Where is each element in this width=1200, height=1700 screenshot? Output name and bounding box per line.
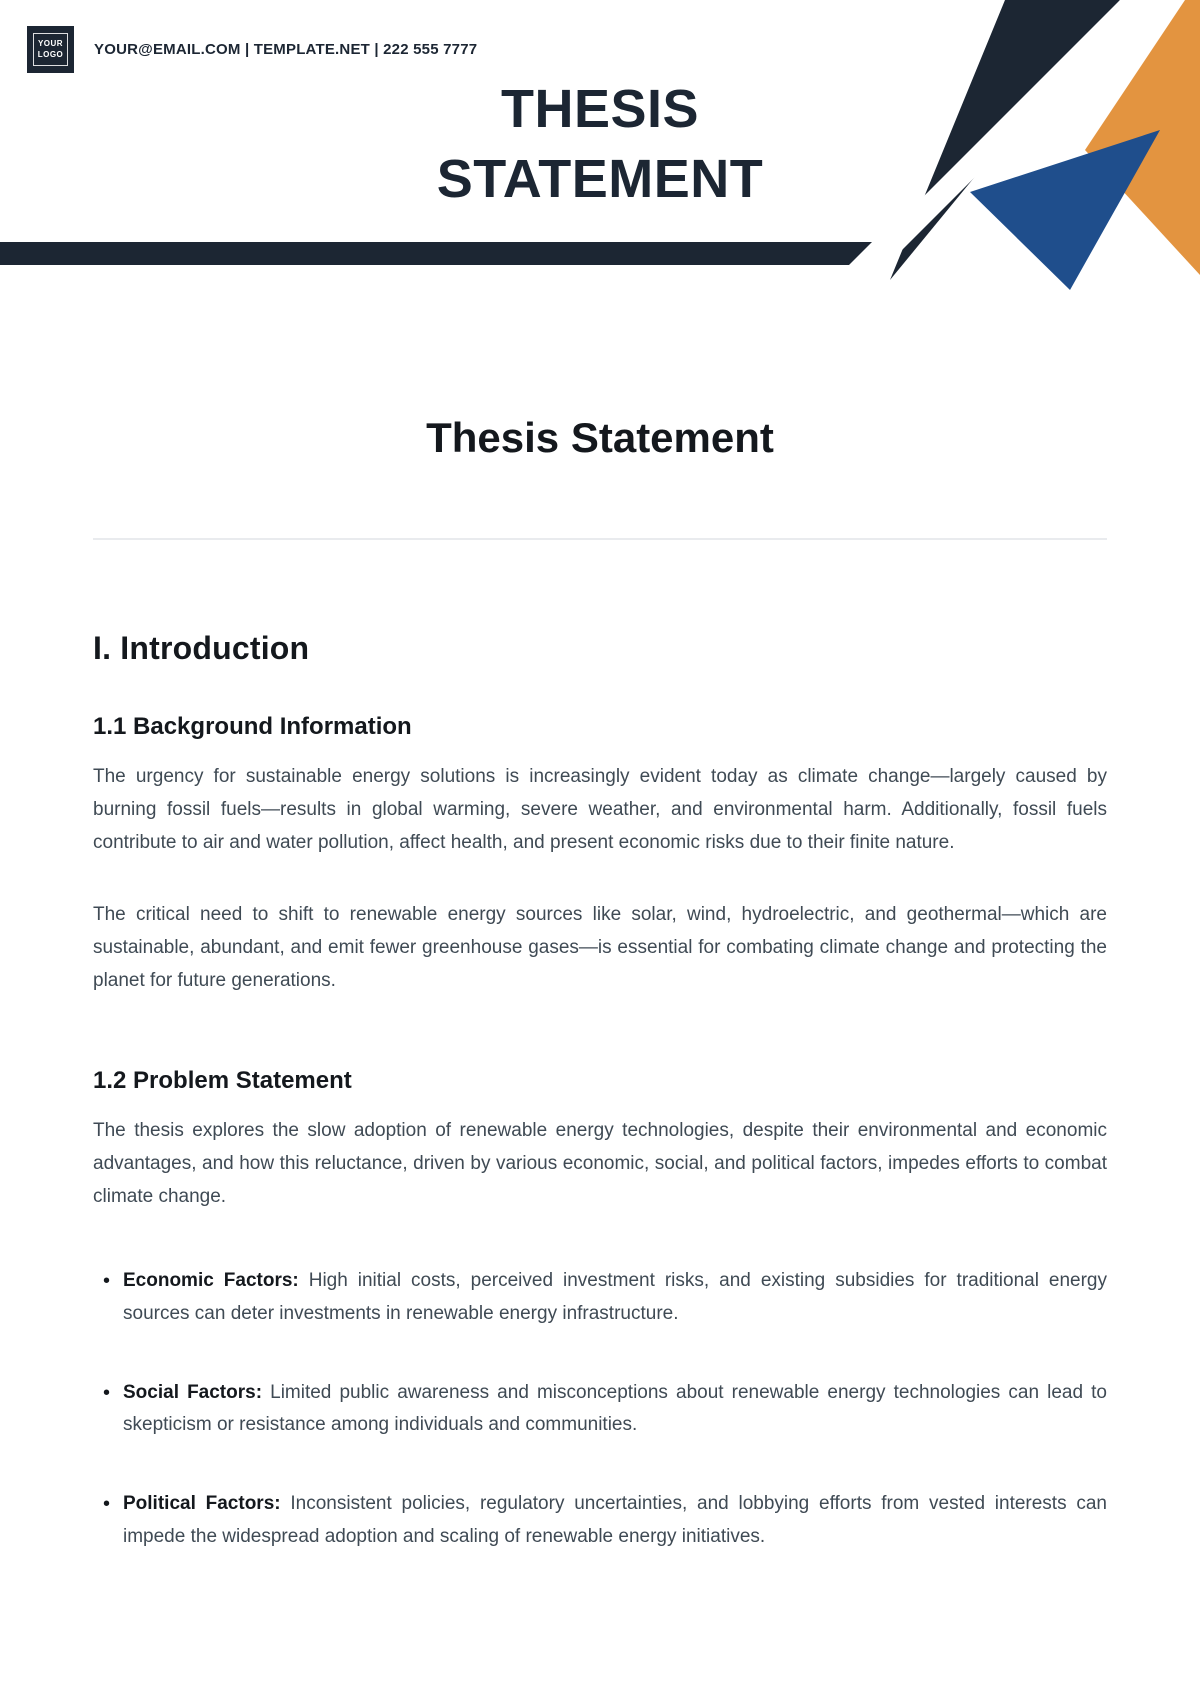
logo-line-2: LOGO: [37, 49, 64, 59]
subsection-heading-background-information: 1.1 Background Information: [93, 713, 412, 741]
bullet-icon: •: [103, 1493, 111, 1516]
logo-line-1: YOUR: [37, 39, 64, 49]
bullet-label: Economic Factors:: [123, 1270, 299, 1292]
bullet-body: Limited public awareness and misconceptions about renewable energy technologies can lead to skepticism or resistance among individuals and communities.: [123, 1381, 1107, 1436]
paragraph: The urgency for sustainable energy solutions is increasingly evident today as climate change—largely caused by burning fossil fuels—results in global warming, severe weather, and environmental harm. Additionally, fossil fuels contribute to air and water pollution, affect health, and present economic risks due to their finite nature.: [93, 766, 1107, 853]
bullet-body: High initial costs, perceived investment risks, and existing subsidies for traditional energy sources can deter investments in renewable energy infrastructure.: [123, 1270, 1107, 1325]
page-title: Thesis Statement: [426, 414, 774, 461]
paragraph: The thesis explores the slow adoption of renewable energy technologies, despite their environmental and economic advantages, and how this reluctance, driven by various economic, social, and political factors, impedes efforts to combat climate change.: [93, 1120, 1107, 1207]
decoration-blue-triangle: [970, 130, 1160, 290]
paragraph: The critical need to shift to renewable energy sources like solar, wind, hydroelectric, and geothermal—which are sustainable, abundant, and emit fewer greenhouse gases—is essential for combating climate change and protecting the planet for future generations.: [93, 904, 1107, 991]
subsection-heading-problem-statement: 1.2 Problem Statement: [93, 1067, 352, 1095]
list-item-social-factors: [93, 1377, 1107, 1442]
factor-bullet-list: [93, 1265, 1107, 1553]
logo: [27, 26, 74, 73]
bullet-icon: •: [103, 1381, 111, 1404]
header-title-line-2: STATEMENT: [436, 149, 764, 210]
bullet-label: Political Factors:: [123, 1493, 281, 1515]
header-title-line-1: THESIS: [500, 79, 700, 139]
header-contact-info: YOUR@EMAIL.COM | TEMPLATE.NET | 222 555 7777: [94, 41, 478, 58]
bullet-label: Social Factors:: [123, 1381, 263, 1403]
header-divider-bar: [0, 242, 872, 265]
list-item-political-factors: [93, 1488, 1107, 1553]
title-divider: [93, 538, 1107, 540]
list-item-economic-factors: [93, 1265, 1107, 1330]
logo-text: [33, 33, 69, 66]
section-heading-introduction: I. Introduction: [93, 630, 310, 667]
corner-decoration: [840, 0, 1200, 300]
bullet-icon: •: [103, 1270, 111, 1293]
document-content: [93, 414, 1107, 1553]
bullet-body: Inconsistent policies, regulatory uncertainties, and lobbying efforts from vested interests can impede the widespread adoption and scaling of renewable energy initiatives.: [123, 1493, 1107, 1547]
